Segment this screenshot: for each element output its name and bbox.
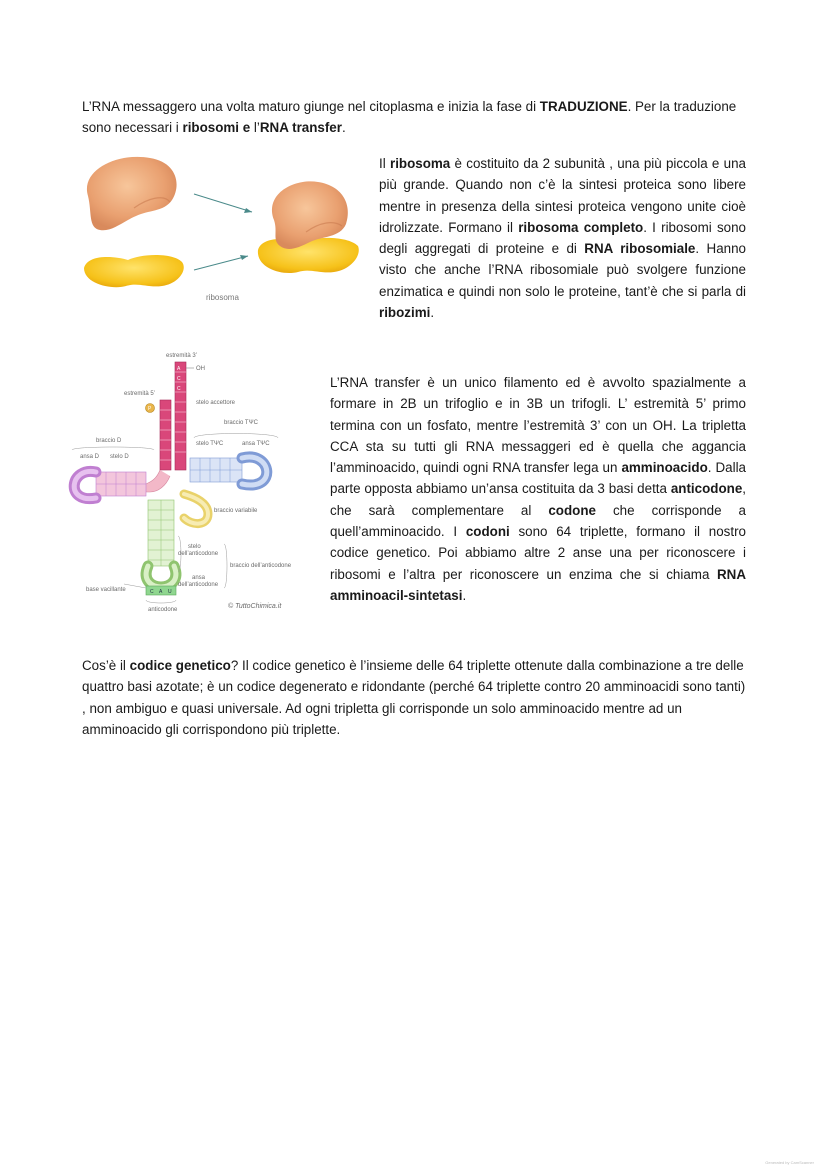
phosphate-label: P xyxy=(148,406,152,412)
anticodon-arm-label: braccio dell’anticodone xyxy=(230,563,292,569)
acceptor-stem-label: stelo accettore xyxy=(196,400,236,406)
code-text-2: ? Il codice genetico è l’insieme delle 64 triplette ottenute dalla combinazione a tre delle quattro basi azotate; è un codice degenerato e ridondante (perché 64 triplette contro 20 amminoacidi sono tanti) , non ambiguo e quasi universale. Ad ogni tripletta gli corrisponde un solo amminoacido mentre ad un amminoacido gli corrispondono più triplette. xyxy=(82,658,746,737)
end-3-label: estremità 3’ xyxy=(166,353,198,359)
anticodon-stem-label-1: stelo xyxy=(188,544,201,550)
trna-text-1: L’RNA transfer è un unico filamento ed è avvolto spazialmente a formare in 2B un trifoglio e in 3B un trifogli. L’ estremità 5’ primo termina con un fosfato, mentre l’estremità 3’ con un OH. La tripletta CCA sta su tutti gli RNA messaggeri ed è quella che aggancia l’amminoacido, quindi ogni RNA transfer lega un xyxy=(330,375,746,476)
small-subunit-assembled xyxy=(258,238,359,273)
trna-text-3: , che sarà complementare al xyxy=(330,481,746,518)
term-anticodone: anticodone xyxy=(670,481,743,497)
term-ribosomi: ribosomi e xyxy=(182,120,251,136)
trna-text-4: che corrisponde a quell’amminoacido. I xyxy=(330,502,746,540)
genetic-code-paragraph xyxy=(82,655,750,740)
term-rna-transfer: RNA transfer xyxy=(259,120,342,136)
ribo-text-4: . Hanno visto che anche l’RNA ribosomiale può svolgere funzione enzimatica e quindi non solo le proteine, tant’è che si parla di xyxy=(379,241,746,299)
ribosome-illustration xyxy=(78,150,360,310)
ribo-text-2: è costituito da 2 subunità , una più piccola e una più grande. Quando non c’è la sintesi proteica sono libere mentre in presenza della sintesi proteica vengono unite cioè idrolizzate. Formano il xyxy=(379,156,746,235)
tpsic-stem-label: stelo TΨC xyxy=(196,441,224,447)
trna-text-5: sono 64 triplette, formano il nostro codice genetico. Poi abbiamo altre 2 anse una per riconoscere i ribosomi e l’altra per riconoscere un enzima che si chiama xyxy=(330,524,746,582)
d-stem-label: stelo D xyxy=(110,454,129,460)
ribosome-figure xyxy=(78,150,360,310)
intro-text-1: L’RNA messaggero una volta maturo giunge nel citoplasma e inizia la fase di xyxy=(82,99,540,114)
acceptor-stem-5prime xyxy=(160,400,171,470)
ribosome-paragraph xyxy=(379,153,746,323)
anticodon-loop-label-1: ansa xyxy=(192,575,206,581)
code-text-1: Cos’è il xyxy=(82,658,130,673)
anticodon-base-2: A xyxy=(159,589,163,595)
d-arm-label: braccio D xyxy=(96,438,122,444)
trna-paragraph xyxy=(330,372,746,606)
anticodon-base-1: C xyxy=(150,589,154,595)
cca-base-1: A xyxy=(177,366,181,372)
variable-arm-label: braccio variabile xyxy=(214,508,258,514)
ribosome-caption: ribosoma xyxy=(206,293,239,302)
term-codoni: codoni xyxy=(465,524,510,540)
term-codice-genetico: codice genetico xyxy=(129,658,231,673)
cca-base-3: C xyxy=(177,386,181,392)
copyright-label: © TuttoChimica.it xyxy=(228,603,282,610)
trna-text-2: . Dalla parte opposta abbiamo un’ansa costituita da 3 basi detta xyxy=(330,460,746,497)
oh-label: OH xyxy=(196,366,205,372)
tpsic-arm-label: braccio TΨC xyxy=(224,420,258,426)
large-subunit-free xyxy=(87,157,177,230)
term-ribosoma: ribosoma xyxy=(389,156,451,171)
term-traduzione: TRADUZIONE xyxy=(539,99,628,114)
d-loop-label: ansa D xyxy=(80,454,100,460)
wobble-base-label: base vacillante xyxy=(86,587,126,593)
term-rna-amminoacil-sintetasi: RNA amminoacil-sintetasi xyxy=(330,566,746,603)
anticodon-label: anticodone xyxy=(148,607,178,613)
intro-paragraph xyxy=(82,96,748,139)
cca-base-2: C xyxy=(177,376,181,382)
trna-text-6: . xyxy=(462,587,467,603)
trna-figure xyxy=(66,348,316,618)
intro-text-3: l’ xyxy=(250,120,260,136)
ribo-text-5: . xyxy=(430,305,435,321)
intro-text-4: . xyxy=(341,120,346,136)
term-amminoacido: amminoacido xyxy=(621,460,708,476)
ribo-text-1: Il xyxy=(379,156,390,171)
small-subunit-free xyxy=(84,255,184,287)
anticodon-loop-label-2: dell’anticodone xyxy=(178,582,219,588)
term-rna-ribosomiale: RNA ribosomiale xyxy=(584,241,696,257)
term-ribosoma-completo: ribosoma completo xyxy=(518,219,644,235)
ribo-text-3: . I ribosomi sono degli aggregati di proteine e di xyxy=(379,219,746,257)
trna-cloverleaf-diagram xyxy=(66,348,316,618)
scanner-watermark: Generated by CamScanner xyxy=(765,1160,814,1165)
tpsic-loop-label: ansa TΨC xyxy=(242,441,270,447)
anticodon-stem-label-2: dell’anticodone xyxy=(178,551,219,557)
term-codone: codone xyxy=(548,502,596,518)
intro-text-2: . Per la traduzione sono necessari i xyxy=(82,99,737,136)
anticodon-base-3: U xyxy=(168,589,172,595)
term-ribozimi: ribozimi xyxy=(379,305,431,321)
end-5-label: estremità 5’ xyxy=(124,391,156,397)
